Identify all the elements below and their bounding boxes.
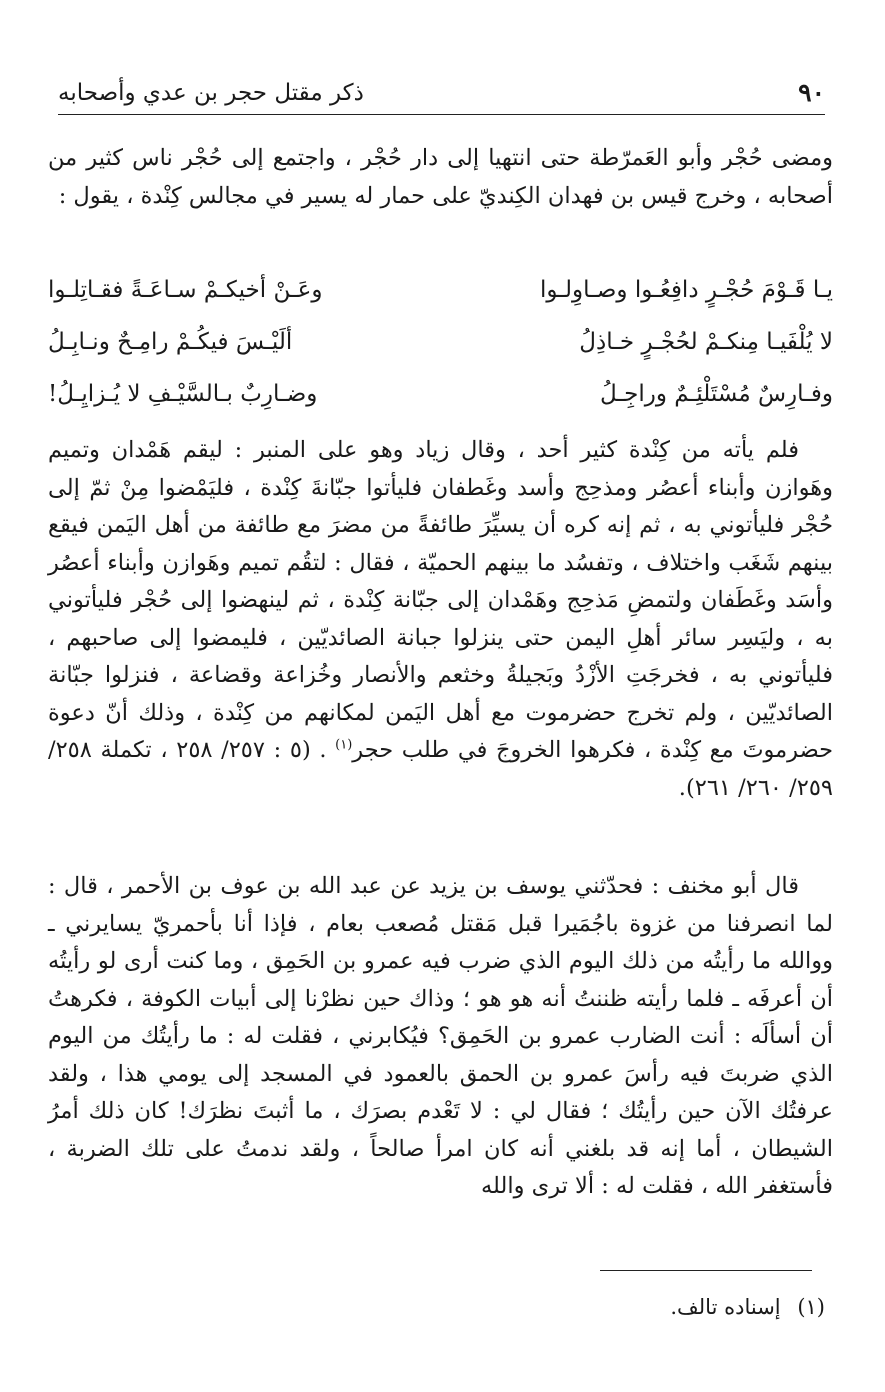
poem-hemistich-first: وفـارِسٌ مُسْتَلْئِـمٌ وراجِـلُ: [599, 381, 833, 407]
poem-hemistich-second: وعَـنْ أخيكـمْ سـاعَـةً فقـاتِلـوا: [48, 277, 323, 303]
poem-hemistich-second: ألَيْـسَ فيكُـمْ رامِـحٌ ونـابِـلُ: [48, 329, 293, 355]
poem-hemistich-first: يـا قَـوْمَ حُجْـرٍ دافِعُـوا وصـاوِلـوا: [540, 277, 833, 303]
source-citation: . (٥ : ٢٥٧/ ٢٥٨ ، تكملة ٢٥٨/ ٢٥٩/ ٢٦٠/ ٢٦١).: [48, 737, 833, 801]
footnote-text: إسناده تالف.: [670, 1295, 781, 1319]
poem: [48, 270, 833, 426]
poem-line: [48, 374, 833, 426]
page-number: ٩٠: [798, 78, 825, 107]
footnote-reference: (١): [335, 737, 353, 753]
poem-hemistich-second: وضـارِبٌ بـالسَّيْـفِ لا يُـزايِـلُ!: [48, 381, 318, 407]
paragraph-ziyad: [48, 432, 833, 807]
running-title: ذكر مقتل حجر بن عدي وأصحابه: [58, 80, 364, 106]
poem-line: [48, 322, 833, 374]
poem-hemistich-first: لا يُلْفَيـا مِنكـمْ لحُجْـرٍ خـاذِلُ: [579, 329, 833, 355]
poem-line: [48, 270, 833, 322]
paragraph-intro: ومضى حُجْر وأبو العَمرّطة حتى انتهيا إلى دار حُجْر ، واجتمع إلى حُجْر ناس كثير من أصحابه ، وخرج قيس بن فهدان الكِنديّ على حمار له يسير في مجالس كِنْدة ، يقول :: [48, 145, 833, 209]
footnote-divider: [600, 1270, 812, 1271]
footnote: [670, 1292, 825, 1322]
page-header: [58, 78, 825, 115]
footnote-marker: (١): [797, 1295, 825, 1319]
paragraph-text: فلم يأته من كِنْدة كثير أحد ، وقال زياد وهو على المنبر : ليقم هَمْدان وتميم وهَوازن وأبناء أعصُر ومذحِج وأسد وغَطفان فليأتوا جبّانةَ كِنْدة ، فليَمْضوا مِنْ ثمّ إلى حُجْر فليأتوني به ، ثم إنه كره أن يسيِّرَ طائفةً من مضرَ مع طائفة من أهل اليَمن فيقع بينهم شَغَب واختلاف ، وتفسُد ما بينهم الحميّة ، فقال : لتقُم تميم وهَوازن وأبناء أعصُر وأسَد وغَطَفان ولتمضِ مَذحِج وهَمْدان إلى جبّانة كِنْدة ، ثم لينهضوا إلى حُجْر فليأتوني به ، وليَسِر سائر أهلِ اليمن حتى ينزلوا جبانة الصائديّين ، فليمضوا إلى صاحبهم ، فليأتوني به ، فخرجَتِ الأزْدُ وبَجيلةُ وخثعم والأنصار وخُزاعة وقضاعة ، فنزلوا جبّانة الصائديّين ، ولم تخرج حضرموت مع أهل اليَمن لمكانهم من كِنْدة ، وذلك أنّ دعوة حضرموتَ مع كِنْدة ، فكرهوا الخروجَ في طلب حجر: [48, 437, 834, 763]
paragraph-abu-mikhnaf: قال أبو مخنف : فحدّثني يوسف بن يزيد عن عبد الله بن عوف بن الأحمر ، قال : لما انصرفنا من غزوة باجُمَيرا قبل مَقتل مُصعب بعام ، فإذا أنا بأحمريّ يسايرني ـ ووالله ما رأيتُه من ذلك اليوم الذي ضرب فيه عمرو بن الحَمِق ، وما كنت أرى لو رأيتُه أن أعرفَه ـ فلما رأيته ظننتُ أنه هو هو ؛ وذاك حين نظرْنا إلى أبيات الكوفة ، فكرهتُ أن أسألَه : أنت الضارب عمرو بن الحَمِق؟ فيُكابرني ، فقلت له : ما رأيتُك من اليوم الذي ضربتَ فيه رأسَ عمرو بن الحمق بالعمود في المسجد إلى يومي هذا ، ولقد عرفتُك الآن حين رأيتُك ؛ فقال لي : لا تَعْدم بصرَك ، ما أثبتَ نظرَك! كان ذلك أمرُ الشيطان ، أما إنه قد بلغني أنه كان امرأ صالحاً ، ولقد ندمتُ على تلك الضربة ، فأستغفر الله ، فقلت له : ألا ترى والله: [48, 873, 833, 1199]
